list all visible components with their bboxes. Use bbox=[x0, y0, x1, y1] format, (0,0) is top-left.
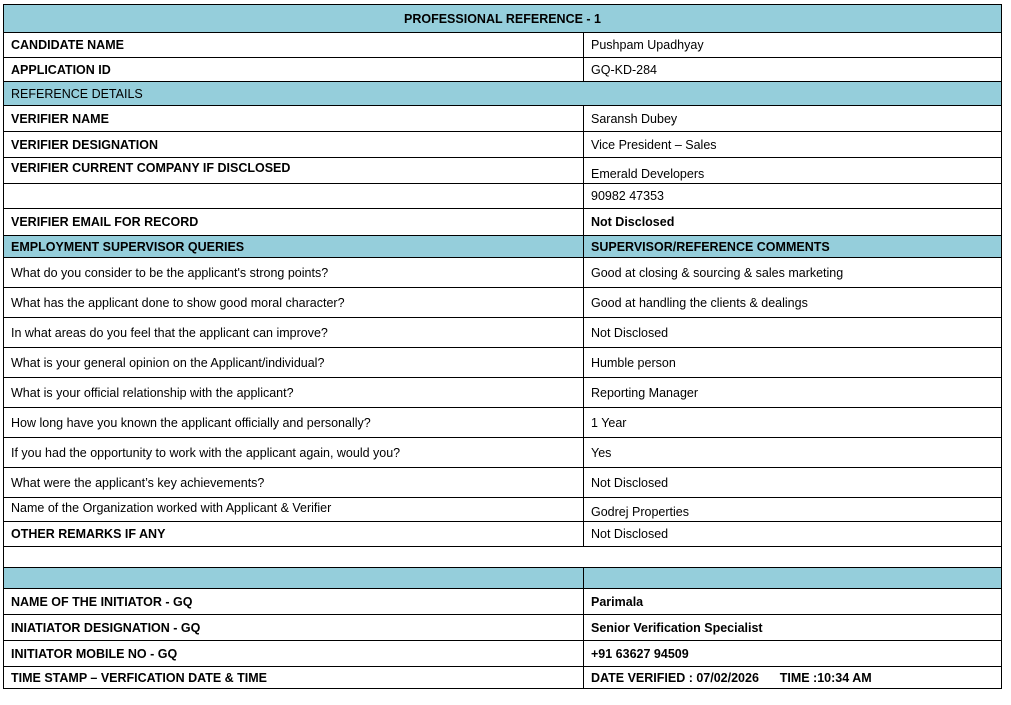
query-row bbox=[3, 318, 1002, 348]
verifier-email-value: Not Disclosed bbox=[591, 215, 675, 229]
initiator-designation-row bbox=[3, 615, 1002, 641]
query-row bbox=[3, 468, 1002, 498]
query-row bbox=[3, 348, 1002, 378]
initiator-mobile-label: INITIATOR MOBILE NO - GQ bbox=[4, 641, 584, 666]
query-row bbox=[3, 438, 1002, 468]
initiator-mobile-row bbox=[3, 641, 1002, 667]
verifier-phone-value: 90982 47353 bbox=[591, 189, 664, 203]
blank-cell bbox=[4, 547, 1001, 567]
form-title: PROFESSIONAL REFERENCE - 1 bbox=[403, 11, 602, 26]
verifier-name-label: VERIFIER NAME bbox=[4, 106, 584, 131]
timestamp-value: DATE VERIFIED : 07/02/2026 TIME :10:34 AM bbox=[591, 670, 872, 685]
application-id-label: APPLICATION ID bbox=[4, 58, 584, 81]
blank-header-right bbox=[584, 568, 1001, 588]
timestamp-label: TIME STAMP – VERFICATION DATE & TIME bbox=[4, 667, 584, 688]
verifier-designation-label: VERIFIER DESIGNATION bbox=[4, 132, 584, 157]
verifier-company-value: Emerald Developers bbox=[591, 167, 705, 181]
verifier-name-value: Saransh Dubey bbox=[591, 111, 678, 126]
query-row bbox=[3, 378, 1002, 408]
reference-details-title: REFERENCE DETAILS bbox=[11, 86, 143, 101]
query-answer: Yes bbox=[591, 445, 612, 460]
verifier-designation-value: Vice President – Sales bbox=[591, 137, 717, 152]
blank-header-left bbox=[4, 568, 584, 588]
query-question: Name of the Organization worked with Applicant & Verifier bbox=[4, 498, 584, 521]
verifier-company-label: VERIFIER CURRENT COMPANY IF DISCLOSED bbox=[4, 158, 584, 183]
query-answer: Godrej Properties bbox=[591, 505, 689, 519]
reference-form bbox=[3, 4, 1002, 689]
query-question: If you had the opportunity to work with the applicant again, would you? bbox=[4, 438, 584, 467]
verifier-name-row bbox=[3, 106, 1002, 132]
timestamp-row bbox=[3, 667, 1002, 689]
reference-details-header bbox=[3, 82, 1002, 106]
other-remarks-value: Not Disclosed bbox=[591, 527, 669, 541]
blank-row bbox=[3, 547, 1002, 568]
query-answer: Good at handling the clients & dealings bbox=[591, 295, 808, 310]
blank-header-row bbox=[3, 568, 1002, 589]
application-id-value: GQ-KD-284 bbox=[591, 62, 657, 77]
initiator-name-row bbox=[3, 589, 1002, 615]
verifier-email-row bbox=[3, 209, 1002, 236]
query-row bbox=[3, 258, 1002, 288]
initiator-name-label: NAME OF THE INITIATOR - GQ bbox=[4, 589, 584, 614]
query-answer: Not Disclosed bbox=[591, 325, 669, 340]
other-remarks-label: OTHER REMARKS IF ANY bbox=[4, 522, 584, 546]
queries-header-row bbox=[3, 236, 1002, 258]
query-answer: Not Disclosed bbox=[591, 475, 669, 490]
other-remarks-row bbox=[3, 522, 1002, 547]
query-question: How long have you known the applicant officially and personally? bbox=[4, 408, 584, 437]
query-row bbox=[3, 288, 1002, 318]
initiator-designation-value: Senior Verification Specialist bbox=[591, 620, 763, 635]
initiator-name-value: Parimala bbox=[591, 594, 644, 609]
query-row bbox=[3, 408, 1002, 438]
query-question: What were the applicant’s key achievements? bbox=[4, 468, 584, 497]
initiator-designation-label: INIATIATOR DESIGNATION - GQ bbox=[4, 615, 584, 640]
initiator-mobile-value: +91 63627 94509 bbox=[591, 646, 689, 661]
verifier-designation-row bbox=[3, 132, 1002, 158]
query-answer: Good at closing & sourcing & sales marketing bbox=[591, 265, 844, 280]
verifier-email-label: VERIFIER EMAIL FOR RECORD bbox=[4, 209, 584, 235]
query-question: What do you consider to be the applicant's strong points? bbox=[4, 258, 584, 287]
candidate-name-label: CANDIDATE NAME bbox=[4, 33, 584, 57]
candidate-name-row bbox=[3, 33, 1002, 58]
verifier-phone-row bbox=[3, 184, 1002, 209]
application-id-row bbox=[3, 58, 1002, 82]
queries-header-left: EMPLOYMENT SUPERVISOR QUERIES bbox=[4, 236, 584, 257]
candidate-name-value: Pushpam Upadhyay bbox=[591, 38, 704, 52]
query-row bbox=[3, 498, 1002, 522]
queries-header-right: SUPERVISOR/REFERENCE COMMENTS bbox=[591, 239, 830, 254]
query-question: What is your general opinion on the Applicant/individual? bbox=[4, 348, 584, 377]
title-row bbox=[3, 4, 1002, 33]
query-question: What is your official relationship with the applicant? bbox=[4, 378, 584, 407]
verifier-phone-empty-cell bbox=[4, 184, 584, 208]
verifier-company-row bbox=[3, 158, 1002, 184]
query-question: What has the applicant done to show good moral character? bbox=[4, 288, 584, 317]
query-answer: Humble person bbox=[591, 355, 676, 370]
query-answer: 1 Year bbox=[591, 415, 627, 430]
query-question: In what areas do you feel that the applicant can improve? bbox=[4, 318, 584, 347]
query-answer: Reporting Manager bbox=[591, 385, 699, 400]
